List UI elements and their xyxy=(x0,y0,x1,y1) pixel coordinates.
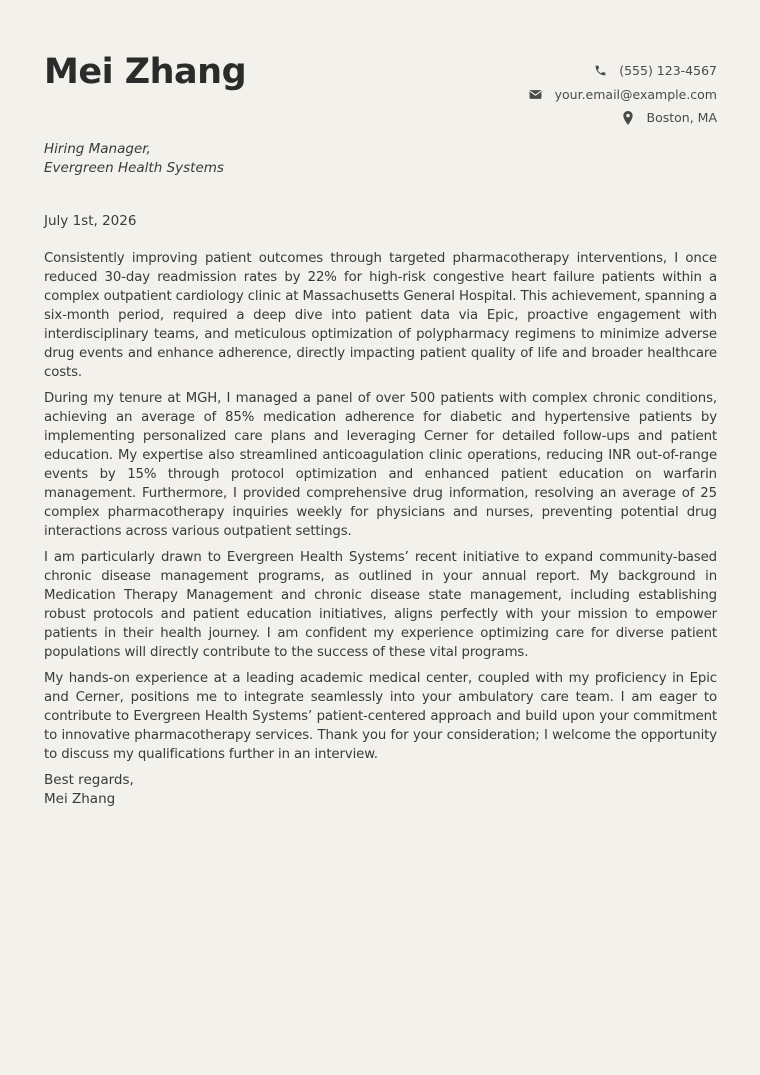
recipient-company: Evergreen Health Systems xyxy=(44,160,224,176)
applicant-name: Mei Zhang xyxy=(44,52,247,92)
letter-body xyxy=(44,249,717,764)
body-paragraph-3: I am particularly drawn to Evergreen Health Systems’ recent initiative to expand community-based chronic disease management programs, as outlined in your annual report. My background in Medication Therapy Management and chronic disease state management, including establishing robust protocols and patient education initiatives, aligns perfectly with your mission to empower patients in their health journey. I am confident my experience optimizing care for diverse patient populations will directly contribute to the success of these vital programs. xyxy=(44,550,717,660)
contact-phone xyxy=(529,59,717,83)
closing-salutation: Best regards, xyxy=(44,772,134,788)
envelope-icon xyxy=(529,87,543,101)
body-paragraph-2: During my tenure at MGH, I managed a panel of over 500 patients with complex chronic conditions, achieving an average of 85% medication adherence for diabetic and hypertensive patients by implementing personalized care plans and leveraging Cerner for detailed follow-ups and patient education. My expertise also streamlined anticoagulation clinic operations, reducing INR out-of-range events by 15% through protocol optimization and enhanced patient education on warfarin management. Furthermore, I provided comprehensive drug information, resolving an average of 25 complex pharmacotherapy inquiries weekly for physicians and nurses, preventing potential drug interactions across various outpatient settings. xyxy=(44,391,717,539)
closing-signature: Mei Zhang xyxy=(44,791,116,807)
email-address: your.email@example.com xyxy=(554,86,717,102)
map-pin-icon xyxy=(621,111,635,125)
recipient-block xyxy=(44,140,717,178)
recipient-title: Hiring Manager, xyxy=(44,141,151,157)
letter-closing xyxy=(44,771,717,809)
body-paragraph-1: Consistently improving patient outcomes through targeted pharmacotherapy interventions, I once reduced 30-day readmission rates by 22% for high-risk congestive heart failure patients within a complex outpatient cardiology clinic at Massachusetts General Hospital. This achievement, spanning a six-month period, required a deep dive into patient data via Epic, proactive engagement with interdisciplinary teams, and meticulous optimization of polypharmacy regimens to minimize adverse drug events and enhance adherence, directly impacting patient quality of life and broader healthcare costs. xyxy=(44,251,717,380)
contact-location xyxy=(529,106,717,130)
phone-number: (555) 123-4567 xyxy=(619,63,717,79)
letter-header xyxy=(44,0,717,134)
body-paragraph-4: My hands-on experience at a leading academic medical center, coupled with my proficiency in Epic and Cerner, positions me to integrate seamlessly into your ambulatory care team. I am eager to contribute to Evergreen Health Systems’ patient-centered approach and build upon your commitment to innovative pharmacotherapy services. Thank you for your consideration; I welcome the opportunity to discuss my qualifications further in an interview. xyxy=(44,671,717,762)
contact-email xyxy=(529,83,717,107)
phone-icon xyxy=(593,64,607,78)
letter-date: July 1st, 2026 xyxy=(44,213,137,229)
contact-info xyxy=(529,59,717,130)
location-text: Boston, MA xyxy=(646,110,717,126)
